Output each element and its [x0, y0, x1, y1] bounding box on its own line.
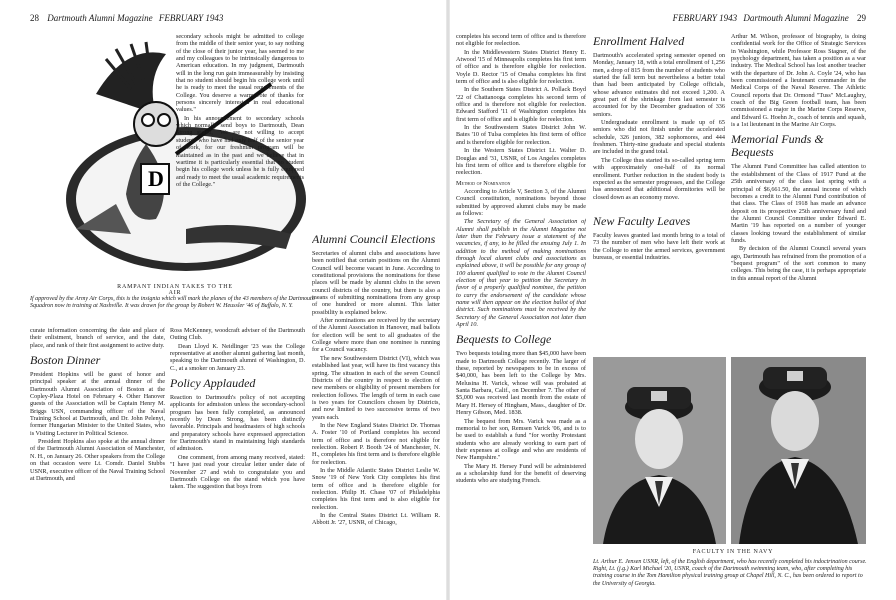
enrollment-paragraph-2: Undergraduate enrollment is made up of 65 seniors who did not finish under the accelerated schedule, 326 juniors, 382 sophomores, and 444 freshmen. Thirty-nine graduate and special students are included in the grand total. [593, 119, 725, 156]
right-column-3 [731, 33, 866, 353]
photo-title: FACULTY IN THE NAVY [692, 549, 774, 555]
memorial-funds-heading: Memorial Funds & Bequests [731, 132, 824, 160]
dean-strong-statement: In his announcement to secondary schools which normally send boys to Dartmouth, Dean Strong stated, "We are not willing to accept students who have had only half of the senior year of work, for our freshman program will be maintained as in the past and we believe that in wartime it is particularly essential that no student begin his college work unless he is fully equipped and ready to meet the usual academic requirements of the College." [176, 114, 304, 188]
col1-continuation: curate information concerning the date and place of their enlistment, branch of service, and the date, place, and rank of their first assignment to active duty. [30, 327, 165, 349]
left-magazine-title: Dartmouth Alumni Magazine [47, 13, 153, 23]
right-issue-date: FEBRUARY 1943 [672, 13, 738, 23]
right-column-2 [593, 33, 725, 353]
method-of-nomination-heading: Method of Nomination [456, 179, 511, 187]
memorial-paragraph-1: The Alumni Fund Committee has called attention to the establishment of the Class of 1917 Fund at the 25th anniversary of the class last spring with a principal of $6,661.50, the annual income of which becomes a credit to the Alumni Fund contribution of that class. The Class of 1918 has made an advance deposit on its prospective 25th anniversary fund and the Alumni Council Committee under Edward E. Martin '19 has reported on a number of younger classes looking toward the establishment of similar funds. [731, 163, 866, 244]
left-column-2-upper [176, 33, 304, 223]
council-paragraph-4: In the New England States District Dr. Thomas A. Foster '10 of Portland completes his second term of office and is therefore not eligible for reelection. Robert P. Booth '24 of Manchester, N. H., completes his first term and is therefore eligible for reelection. [312, 421, 440, 466]
boston-paragraph-1: President Hopkins will be guest of honor and principal speaker at the annual dinner of the Dartmouth Alumni Association of Boston at the Copley-Plaza Hotel on February 4. Other Hanover guests of the Association will be Captain Henry M. Briggs USN, commanding officer of the Naval Training School at Dartmouth, and Dr. John Pelenyi, former Hungarian Minister to the United States, who is Visiting Lecturer in Political Science. [30, 371, 165, 437]
bequests-paragraph-1: Two bequests totaling more than $45,000 have been made to Dartmouth College recently. The larger of these, reported by newspapers to be in excess of $40,000, has been left to the College by Mrs. Melusina H. Varick, whose will was probated at Santa Barbara, Calif., on December 7. The other of $5,000 was received last month from the estate of Mary H. Hersey of Hingham, Mass., daughter of Dr. Henry Gibson, Med. 1838. [456, 350, 586, 417]
council-paragraph-6: In the Central States District Lt. William R. Abbott Jr. '27, USNR, of Chicago, [312, 512, 440, 527]
middlewestern-district: In the Middlewestern States District Henry E. Atwood '15 of Minneapolis completes his first term of office and is therefore eligible for reelection. Voyle D. Rector '15 of Omaha completes his first term of office and is also eligible for reelection. [456, 48, 586, 86]
svg-text:D: D [148, 166, 164, 191]
boston-dinner-heading: Boston Dinner [30, 353, 101, 368]
enrollment-paragraph-1: Dartmouth's accelerated spring semester opened on Monday, January 18, with a total enrollment of 1,256 men, a drop of 815 from the number of students who started the fall term but nevertheless a better total than had been anticipated by College officials, whose advance estimates did not exceed 1,200. A great part of the shrinkage from last semester is accounted for by the December graduation of 336 seniors. [593, 52, 725, 118]
method-paragraph: According to Article V, Section 3, of the Alumni Council constitution, nominations beyond those submitted by approved alumni clubs may be made as follows: [456, 187, 586, 217]
left-issue-date: FEBRUARY 1943 [158, 13, 224, 23]
left-column-1 [30, 327, 165, 592]
council-paragraph-5: In the Middle Atlantic States District Leslie W. Snow '19 of New York City completes his first term of office and is therefore eligible for reelection. Philip H. Chase '07 of Philadelphia completes his first term and is also eligible for reelection. [312, 466, 440, 511]
photo-jensen [593, 357, 726, 544]
policy-paragraph-2: One comment, from among many received, stated: "I have just read your circular letter under date of November 27 and wish to congratulate you and Dartmouth College on the stand which you have taken. The suggestion that boys from [170, 453, 305, 491]
enrollment-heading: Enrollment Halved [593, 34, 685, 48]
left-column-2-lower [170, 327, 305, 592]
photo-michael [731, 357, 866, 544]
neidlinger-text: Dean Lloyd K. Neidlinger '23 was the College representative at another alumni gathering last month, speaking to the Dartmouth alumni of Washington, D. C., at a smoker on January 23. [170, 342, 305, 372]
illustration-caption: If approved by the Army Air Corps, this is the insignia which will mark the planes of the 43 members of the Dartmouth Squadron now in training at Nashville. It was drawn for the group by Robert W. Heussler '46 of Buffalo, N. Y. [30, 296, 315, 310]
council-paragraph-2: After nominations are received by the secretary of the Alumni Association in Hanover, mail ballots for election will be sent to all graduates of the College where more than one nominee is running for a Council vacancy. [312, 317, 440, 354]
right-column-1 [456, 33, 586, 593]
policy-paragraph-1: Reaction to Dartmouth's policy of not accepting applicants for admission unless the secondary-school program has been fully completed, as announced recently by Dean Strong, has been distinctly favorable. Principals and headmasters of high schools and preparatory schools have expressed appreciation for Dartmouth's stand in maintaining high standards of admission. [170, 394, 305, 453]
central-district-continuation: completes his second term of office and is therefore not eligible for reelection. [456, 33, 586, 48]
memorial-paragraph-2: By decision of the Alumni Council several years ago, Dartmouth has refrained from the promotion of a "bequest program" of the sort common to many colleges. This being the case, it is perhaps appropriate in this annual report of the Alumni [731, 245, 866, 282]
mckenney-text: Ross McKenney, woodcraft adviser of the Dartmouth Outing Club. [170, 327, 305, 342]
right-running-head [673, 13, 866, 23]
bequests-heading: Bequests to College [456, 332, 552, 347]
left-column-3 [312, 33, 440, 593]
council-paragraph-3: The new Southwestern District (VI), which was established last year, will have its first vacancy this spring. The situation in each of the seven Council Districts of the country in respect to election of new members or eligibility of present members for reelection follows. The length of term in each case is two years for Councilors chosen by Districts, and now limited to two successive terms of two years each. [312, 354, 440, 421]
photo-caption: Lt. Arthur E. Jensen USNR, left, of the English department, who has recently completed his indoctrination course. Right, Lt. (j.g.) Karl Michael '20, USNR, coach of the Dartmouth swimming team, who, after completing his training course in the Tom Hamilton physical training group at Chapel Hill, N. C., has been ordered to report to the University of Georgia. [593, 559, 867, 587]
western-district: In the Western States District Lt. Walter D. Douglas and '31, USNR, of Los Angeles completes his first term of office and is therefore eligible for reelection. [456, 147, 586, 177]
southwestern-district: In the Southwestern States District John W. Bates '10 of Tulsa completes his first term of office and is therefore eligible for reelection. [456, 124, 586, 146]
right-page-number: 29 [857, 13, 866, 23]
policy-applauded-heading: Policy Applauded [170, 376, 256, 391]
council-paragraph-1: Secretaries of alumni clubs and associations have been notified that certain positions on the Alumni Council will become vacant in June. According to constitutional provisions the nominations for these places will be made by alumni clubs in the seven council districts of the country, but there is also a means of submitting nominations from any group of one hundred or more alumni. This latter possibility is explained below. [312, 250, 440, 316]
left-running-head [30, 13, 223, 23]
illustration-title: RAMPANT INDIAN TAKES TO THE AIR [117, 284, 233, 296]
boston-paragraph-2: President Hopkins also spoke at the annual dinner of the Dartmouth Alumni Association of Manchester, N. H., on January 26. Other speakers from the College on that occasion were Lt. Comdr. Daniel Stubbs USNR, executive officer of the Naval Training School at Dartmouth, and [30, 438, 165, 482]
faculty-leaves-heading: New Faculty Leaves [593, 213, 691, 228]
right-page [448, 0, 896, 600]
faculty-continuation: Arthur M. Wilson, professor of biography, is doing confidential work for the Office of Strategic Services in Washington, while Professor Ross Stagner, of the psychology department, has taken a position as a war industry. The Medical School has lost another teacher with the departure of Dr. John A. Coyle '24, who has been commissioned a lieutenant commander in the Medical Corps of the Naval Reserve. The Athletic Council reports that Dr. Ormond "Tuss" McLaughry, coach of the Big Green football team, has been commissioned a major in the Marine Corps Reserve, and Edward G. Hoehn Jr., coach of tennis and squash, is a 1st lieutenant in the Marine Air Corps. [731, 33, 866, 129]
southern-district: In the Southern States District A. Pollack Boyd '22 of Chattanooga completes his second term of office and is therefore not eligible for reelection. Edward Stafford '11 of Washington completes his first term of office and is eligible for reelection. [456, 86, 586, 123]
bequests-paragraph-2: The bequest from Mrs. Varick was made as a memorial to her son, Remsen Varick '06, and is to be used to establish a fund "for worthy Protestant students who are already working to earn part of their expenses at college and who are residents of New Hampshire." [456, 417, 586, 462]
constitution-quote: The Secretary of the General Association of Alumni shall publish in the Alumni Magazine not later than the February issue a statement of the vacancies, if any, to be filled the ensuing July 1. In addition to the method of making nominations through local alumni clubs and associations as explained above, it will be possible for any group of 100 alumni qualified to vote in the Alumni Council election of that year to petition the Secretary in favor of a properly qualified nominee, the petition to carry the endorsement of the candidate whose name will then appear on the election ballot of that district. Such nominations must be received by the Secretary of the General Association not later than April 10. [456, 218, 586, 329]
enrollment-paragraph-3: The College thus started its so-called spring term with approximately one-half of its normal enrollment. Further reduction in the student body is expected as the semester progresses, and the College has announced that additional dormitories will be closed down as an economy move. [593, 156, 725, 201]
right-magazine-title: Dartmouth Alumni Magazine [743, 13, 849, 23]
faculty-leaves-paragraph: Faculty leaves granted last month bring to a total of 73 the number of men who have left their work at the College to enter the armed services, government bureaus, or essential industries. [593, 231, 725, 261]
bequests-paragraph-3: The Mary H. Hersey Fund will be administered as a scholarship fund for the benefit of deserving students who are studying French. [456, 462, 586, 485]
council-elections-heading: Alumni Council Elections [312, 232, 436, 246]
left-page-number: 28 [30, 13, 39, 23]
policy-quote-continuation: secondary schools might be admitted to college from the middle of their senior year, to say nothing of the close of their junior year, has seemed to me and my colleagues to be intrinsically dangerous to American education. In my judgment, Dartmouth will in the long run gain immeasurably by insisting that no student should begin his college work until he is ready to meet the usual requirements of the College. You deserve a warm vote of thanks for persons sincerely interested in real educational values." [176, 33, 304, 114]
